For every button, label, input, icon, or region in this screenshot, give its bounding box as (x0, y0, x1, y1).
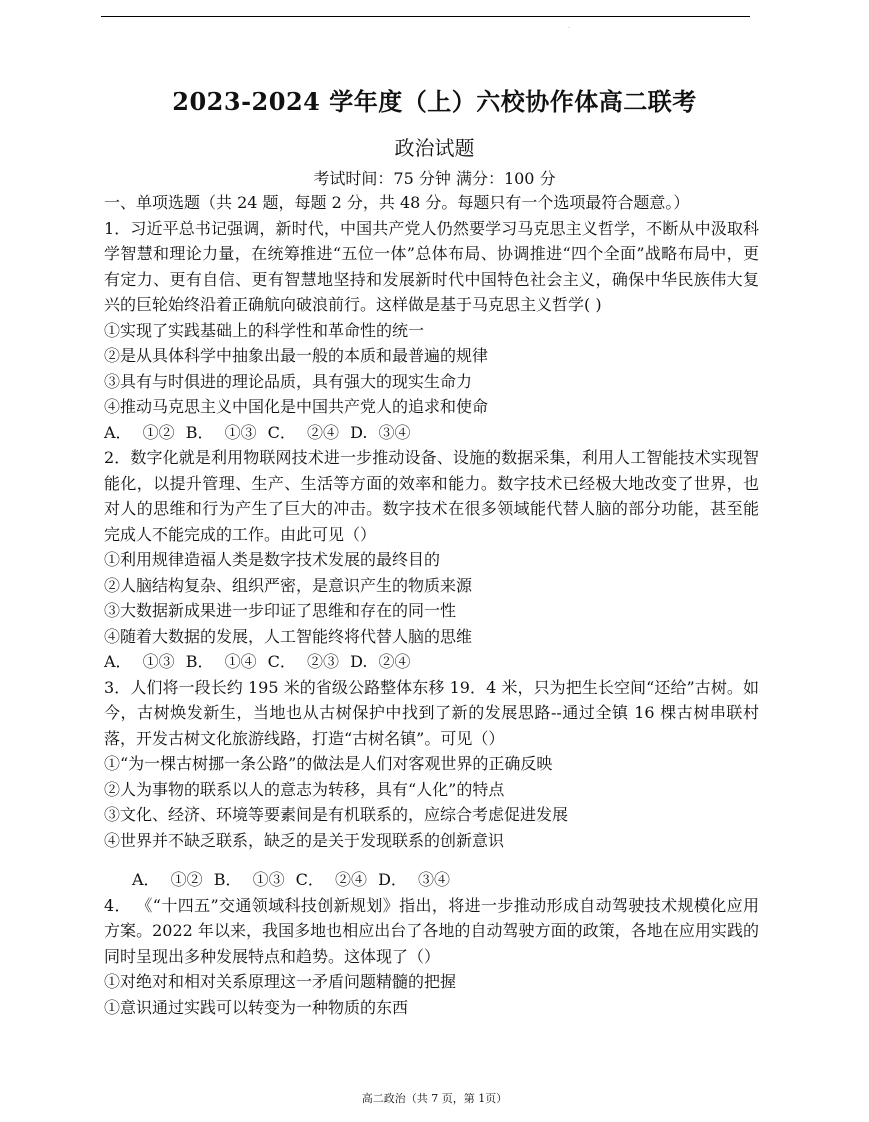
option-statement: ②人脑结构复杂、组织严密，是意识产生的物质来源 (104, 575, 473, 595)
option-statement: ②人为事物的联系以人的意志为转移，具有“人化”的特点 (104, 779, 505, 799)
option-statement: ①对绝对和相对关系原理这一矛盾问题精髓的把握 (104, 972, 457, 991)
page-footer: 高二政治（共 7 页，第 1页） (361, 1092, 508, 1105)
option-statement: ④推动马克思主义中国化是中国共产党人的追求和使命 (104, 397, 489, 416)
subject-title: 政治试题 (394, 136, 475, 160)
option-statement: ③文化、经济、环境等要素间是有机联系的，应综合考虑促进发展 (104, 805, 569, 824)
option-statement: ③具有与时俱进的理论品质，具有强大的现实生命力 (104, 371, 473, 391)
answer-choices: A． ①② B． ①③ C． ②④ D． ③④ (132, 870, 450, 889)
exam-info: 考试时间：75 分钟 满分：100 分 (313, 169, 556, 188)
question-2 (104, 445, 759, 675)
option-statement: ①意识通过实践可以转变为一种物质的东西 (104, 997, 409, 1017)
header-rule (101, 16, 750, 17)
option-statement: ①“为一棵古树挪一条公路”的做法是人们对客观世界的正确反映 (104, 754, 553, 773)
header-dot: · (568, 25, 570, 32)
question-1 (104, 216, 759, 446)
exam-title: 2023-2024 学年度（上）六校协作体高二联考 (172, 87, 697, 116)
question-content (104, 190, 759, 1020)
option-statement: ④随着大数据的发展，人工智能终将代替人脑的思维 (104, 626, 473, 646)
answer-choices: A． ①② B． ①③ C． ②④ D. ③④ (104, 422, 411, 442)
option-statement: ③大数据新成果进一步印证了思维和存在的同一性 (104, 601, 457, 620)
option-statement: ②是从具体科学中抽象出最一般的本质和最普遍的规律 (104, 346, 489, 365)
option-statement: ④世界并不缺乏联系，缺乏的是关于发现联系的创新意识 (104, 830, 505, 850)
answer-choices: A． ①③ B． ①④ C． ②③ D. ②④ (104, 652, 411, 671)
option-statement: ①利用规律造福人类是数字技术发展的最终目的 (104, 550, 441, 569)
question-stem: 1．习近平总书记强调，新时代，中国共产党人仍然要学习马克思主义哲学，不断从中汲取科学智慧和理论力量，在统筹推进“五位一体”总体布局、协调推进“四个全面”战略布局中，更有定力、更有自信、更有智慧地坚持和发展新时代中国特色社会主义，确保中华民族伟大复兴的巨轮始终沿着正确航向破浪前行。这样做是基于马克思主义哲学( ) (104, 218, 759, 314)
question-stem: 3．人们将一段长约 195 米的省级公路整体东移 19．4 米，只为把生长空间“还给”古树。如今，古树焕发新生，当地也从古树保护中找到了新的发展思路--通过全镇 16 棵古树串联村落，开发古树文化旅游线路，打造“古树名镇”。可见（） (104, 677, 759, 748)
section-heading: 一、单项选题（共 24 题，每题 2 分，共 48 分。每题只有一个选项最符合题意。） (104, 193, 690, 212)
question-4 (104, 893, 759, 1021)
option-statement: ①实现了实践基础上的科学性和革命性的统一 (104, 320, 425, 340)
question-stem: 4． 《“十四五”交通领域科技创新规划》指出，将进一步推动形成自动驾驶技术规模化应用方案。2022 年以来，我国多地也相应出台了各地的自动驾驶方面的政策，各地在应用实践的同时呈现出多种发展特点和趋势。这体现了（） (104, 895, 759, 966)
question-stem: 2．数字化就是利用物联网技术进一步推动设备、设施的数据采集，利用人工智能技术实现智能化，以提升管理、生产、生活等方面的效率和能力。数字技术已经极大地改变了世界，也对人的思维和行为产生了巨大的冲击。数字技术在很多领域能代替人脑的部分功能，甚至能完成人不能完成的工作。由此可见（） (104, 448, 759, 544)
question-3 (104, 675, 759, 893)
